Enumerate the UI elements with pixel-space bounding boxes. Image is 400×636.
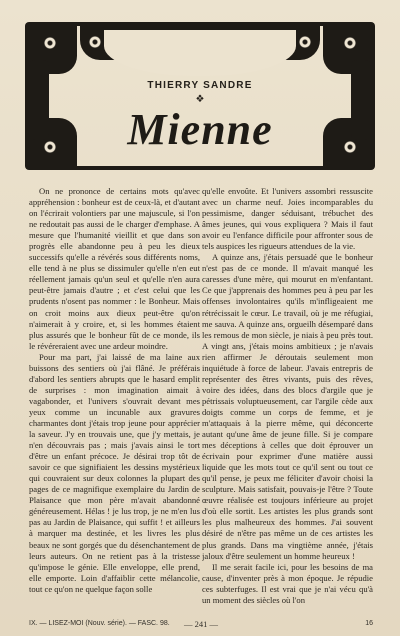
paragraph: On ne prononce de certains mots qu'avec appréhension : bonheur est de ceux-là, et d'autant on l'écrirait volontiers par une majuscule, si l'on ne redoutait pas aussi de le charger d'emphase. A mesure que l'humanité vieillit et que dans son progrès elle abandonne peu à peu les dieux successifs qu'elle a révérés sous différents noms, elle tend à ne plus se dissimuler qu'elle n'en eut réellement jamais qu'un seul et qu'elle n'en aura peut-être jamais d'autre ; et c'est celui que les prudents n'osent pas nommer : le Bonheur. Mais on croit moins aux dieux peut-être qu'on n'aimerait à y croire, et, si les hommes étaient plus assurés que le bonheur fût de ce monde, ils le révéreraient avec une ardeur moindre.: [29, 186, 200, 351]
author-ornament-icon: ❖: [195, 94, 205, 105]
text-column-left: [29, 186, 200, 616]
page-footer: [29, 620, 373, 632]
paragraph: Il me serait facile ici, pour les besoins de ma cause, d'inventer près à mon époque. Je répudie ces subterfuges. Il est vrai que je n'ai vécu qu'à un moment des siècles où l'on: [202, 561, 373, 605]
footer-series-info: IX. — LISEZ-MOI (Nouv. série). — FASC. 98.: [29, 620, 170, 627]
flower-ornament-icon: [296, 33, 314, 51]
flower-ornament-icon: [341, 34, 359, 52]
author-name: THIERRY SANDRE: [147, 80, 253, 91]
signature-mark: 16: [365, 620, 373, 627]
story-title: Mienne: [127, 105, 273, 154]
flower-ornament-icon: [86, 33, 104, 51]
flower-ornament-icon: [41, 34, 59, 52]
page-number: — 241 —: [184, 619, 218, 629]
text-column-right: [202, 186, 373, 616]
paragraph-continued: qu'elle envoûte. Et l'univers assombri ressuscite avec un charme neuf. Joies incomparables du pessimisme, danger séduisant, trébuchet des âmes jeunes, qui vous expliquera ? Mais il faut avoir eu l'enfance difficile pour affronter sous de tels auspices les rigueurs attendues de la vie.: [202, 186, 373, 252]
paragraph: Pour ma part, j'ai laissé de ma laine aux buissons des sentiers où j'ai flâné. Je préférais d'abord les sentiers abrupts que le hasard emplit de surprises : mon imagination aimait à vagabonder, et l'univers s'ouvrait devant mes yeux comme un incunable aux gravures charmantes dont j'étais trop jeune pour apprécier la saveur. J'y en trouvais une, que j'y mettais, je n'en découvrais pas ; mais j'avais ainsi le tort d'être un enfant précoce. Je désirai trop tôt de savoir ce que signifiaient les dessins mystérieux qui couvraient sur deux colonnes la plupart des pages de ce magnifique exemplaire du Jardin de Plaisance que mon père m'avait abandonné généreusement. Hélas ! je lus trop, je ne m'en lus pas au Jardin de Plaisance, qui suffit ! et ailleurs à marquer ma destinée, et les livres les plus beaux ne sont gorgés que du désenchantement de leurs auteurs. On ne retient pas à la tristesse qu'impose le génie. Elle enveloppe, elle prend, elle emporte. Loin d'affaiblir cette mélancolie, tout ce qu'on ne quelque façon solle: [29, 351, 200, 594]
paragraph: A quinze ans, j'étais persuadé que le bonheur n'est pas de ce monde. Il m'avait manqué les caresses d'une mère, qui mourut en m'enfantant. Ce que j'apprenais des hommes peu à peu par les offenses involontaires qu'ils m'infligeaient me rétrécissait le cœur. Le travail, où je me réfugiai, me sauva. A quinze ans, orgueilh désemparé dans les remous de mon siècle, je niais à peu près tout. A vingt ans, j'étais moins ambitieux ; je n'avais rien affirmer Je déroutais seulement mon inquiétude à force de labeur. J'avais entrepris de représenter des êtres vivants, puis des rêves, voire des idées, dans des blocs d'argile que je pétrissais voluptueusement, car l'argile cède aux doigts comme un corps de femme, et je m'attaquais à la pierre même, qui déconcerte autant qu'une âme de jeune fille. Si je compare mes déceptions à celles que doit éprouver un écrivain pour exprimer d'une matière aussi liquide que les mots tout ce qu'il sent ou tout ce qu'il pense, je peux me féliciter d'avoir choisi la sculpture. Mais satisfait, pouvais-je l'être ? Toute œuvre réalisée est toujours inférieure au projet d'où elle sortit. Les artistes les plus grands sont les plus malheureux des hommes. J'ai souvent désiré de n'être pas même un de ces artistes les plus grands. Dans ma vingtième année, j'étais jaloux d'être seulement un homme heureux !: [202, 252, 373, 561]
